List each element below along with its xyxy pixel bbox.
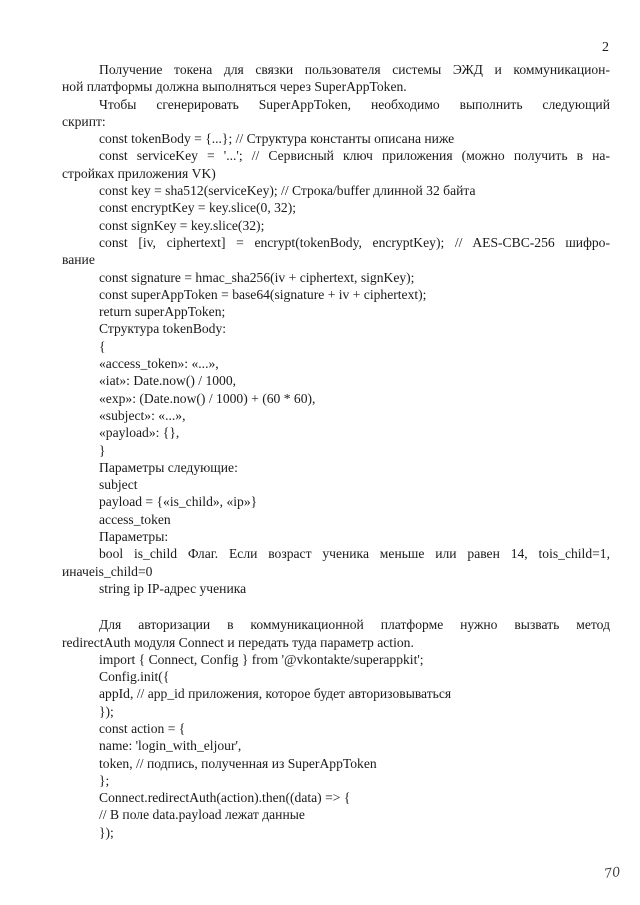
paragraph-line: Чтобы сгенерировать SuperAppToken, необходимо выполнить следующий — [99, 96, 610, 112]
params-line: subject — [99, 477, 138, 493]
structure-line: «exp»: (Date.now() / 1000) + (60 * 60), — [99, 390, 316, 406]
code-line: }); — [99, 703, 114, 719]
structure-line: «iat»: Date.now() / 1000, — [99, 373, 237, 389]
code-line: }; — [99, 772, 110, 788]
paragraph-line: ной платформы должна выполняться через SuperAppToken. — [62, 79, 407, 95]
params-line: access_token — [99, 511, 171, 527]
code-line: import { Connect, Config } from '@vkontakte/superappkit'; — [99, 651, 424, 667]
structure-line: Структура tokenBody: — [99, 321, 227, 337]
handwritten-page-mark: 70 — [603, 864, 622, 883]
code-line: вание — [62, 252, 95, 268]
structure-line: «subject»: «...», — [99, 407, 186, 423]
code-line: token, // подпись, полученная из SuperAppToken — [99, 755, 377, 771]
structure-line: { — [99, 338, 106, 354]
structure-line: } — [99, 442, 106, 458]
params-line: string ip IP-адрес ученика — [99, 580, 247, 596]
code-line: const serviceKey = '...'; // Сервисный ключ приложения (можно получить в на- — [99, 148, 610, 164]
code-line: const signKey = key.slice(32); — [99, 217, 265, 233]
document-body — [62, 61, 610, 841]
params-line: bool is_child Флаг. Если возраст ученика меньше или равен 14, tois_child=1, — [99, 546, 610, 562]
structure-line: «access_token»: «...», — [99, 356, 219, 372]
code-line: const signature = hmac_sha256(iv + ciphertext, signKey); — [99, 269, 415, 285]
code-line: const tokenBody = {...}; // Структура константы описана ниже — [99, 131, 455, 147]
section-gap — [62, 597, 610, 616]
code-line: Connect.redirectAuth(action).then((data) => { — [99, 790, 351, 806]
code-line: // В поле data.payload лежат данные — [99, 807, 305, 823]
paragraph-line: redirectAuth модуля Connect и передать туда параметр action. — [62, 634, 414, 650]
params-line: payload = {«is_child», «ip»} — [99, 494, 258, 510]
code-line: const key = sha512(serviceKey); // Строка/buffer длинной 32 байта — [99, 183, 476, 199]
code-line: }); — [99, 824, 114, 840]
paragraph-line: скрипт: — [62, 113, 106, 129]
page-number: 2 — [602, 40, 609, 55]
params-line: иначеis_child=0 — [62, 563, 153, 579]
structure-line: «payload»: {}, — [99, 425, 180, 441]
code-line: appId, // app_id приложения, которое будет авторизовываться — [99, 686, 452, 702]
paragraph-line: Получение токена для связки пользователя системы ЭЖД и коммуникацион- — [99, 62, 610, 77]
params-line: Параметры следующие: — [99, 459, 238, 475]
code-line: return superAppToken; — [99, 304, 226, 320]
code-line: const action = { — [99, 720, 186, 736]
code-line: const [iv, ciphertext] = encrypt(tokenBody, encryptKey); // AES-CBC-256 шифро- — [99, 234, 610, 250]
paragraph-line: Для авторизации в коммуникационной платформе нужно вызвать метод — [99, 617, 610, 633]
code-line: Config.init({ — [99, 669, 170, 685]
params-line: Параметры: — [99, 529, 169, 545]
code-line: name: 'login_with_eljour', — [99, 738, 242, 754]
code-line: const superAppToken = base64(signature + iv + ciphertext); — [99, 286, 427, 302]
code-line: стройках приложения VK) — [62, 165, 216, 181]
code-line: const encryptKey = key.slice(0, 32); — [99, 200, 297, 216]
